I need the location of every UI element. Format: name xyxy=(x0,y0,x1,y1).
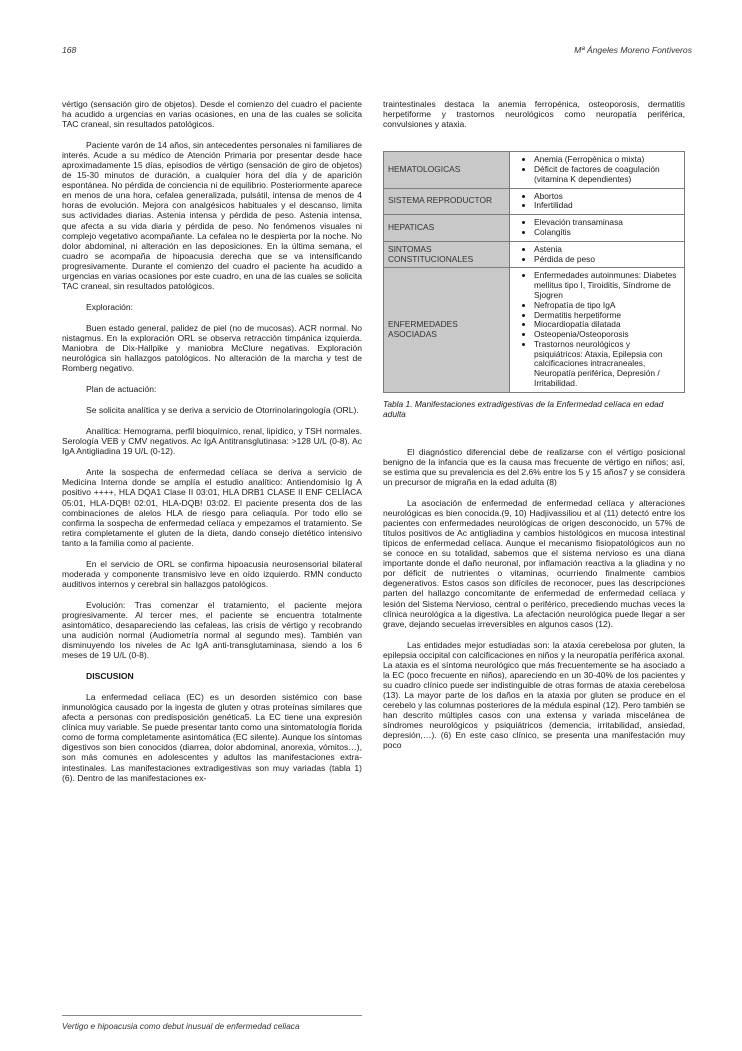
list-item: • Déficit de factores de coagulación (vitamina K dependientes) xyxy=(534,165,680,185)
list-item: • Colangitis xyxy=(534,228,680,238)
footer-rule xyxy=(62,1015,362,1016)
paragraph: En el servicio de ORL se confirma hipoacusia neurosensorial bilateral moderada y componente transmisivo leve en oído izquierdo. RMN conducto auditivos internos y cerebral sin hallazgos patológicos. xyxy=(62,558,362,589)
table-category: SISTEMA REPRODUCTOR xyxy=(384,188,510,215)
left-column xyxy=(62,99,362,794)
list-item: • Miocardiopatía dilatada xyxy=(534,320,680,330)
list-item: • Dermatitis herpetiforme xyxy=(534,311,680,321)
list-item: • Pérdida de peso xyxy=(534,255,680,265)
table-row xyxy=(384,152,685,188)
table-category: HEPATICAS xyxy=(384,215,510,242)
table-row xyxy=(384,268,685,393)
page-number: 168 xyxy=(62,45,77,55)
paragraph: Se solicita analítica y se deriva a servicio de Otorrinolaringología (ORL). xyxy=(86,405,359,416)
table-category: SINTOMAS CONSTITUCIONALES xyxy=(384,241,510,268)
table-row xyxy=(384,215,685,242)
list-item: • Trastornos neurológicos y psiquiátricos: Ataxia, Epilepsia con calcificaciones intracraneales, Neuropatía periférica, Depresión / Irritabilidad. xyxy=(534,340,680,389)
paragraph: El diagnóstico diferencial debe de realizarse con el vértigo posicional benigno de la infancia que es la causa mas frecuente de vértigo en niños; así, se estima que su prevalencia es del 2.6% entre los 5 y 15 años7 y se considera un precursor de migraña en la edad adulta (8) xyxy=(383,446,685,488)
paragraph: Ante la sospecha de enfermedad celíaca se deriva a servicio de Medicina Interna donde se amplía el estudio analítico: Antiendomisio Ig A positivo ++++, HLA DQA1 Clase II 03:01, HLA DRB1 CLASE II ENF CELÍACA 05:01, HLA-DQB! 02:01, HLA-DQB! 03:02. El paciente presenta dos de las combinaciones de alelos HLA de riesgo para celiaquía. Por todo ello se confirma la sospecha de enfermedad celíaca y empezamos el tratamiento. Se retira completamente el gluten de la dieta, dando consejo dietético intensivo tanto a la familia como al paciente. xyxy=(62,467,362,548)
table-items xyxy=(510,152,685,188)
paragraph: Analítica: Hemograma, perfil bioquímico, renal, lipídico, y TSH normales. Serología VEB y CMV negativos. Ac IgA Antitransglutinasa: >128 U/L (0-8). Ac IgA Antigliadina 19 U/L (0-12). xyxy=(62,426,362,457)
list-item: • Enfermedades autoinmunes: Diabetes mellitus tipo I, Tiroiditis, Síndrome de Sjogren xyxy=(534,271,680,300)
paragraph: vértigo (sensación giro de objetos). Desde el comienzo del cuadro el paciente ha acudido a urgencias en varias ocasiones, en una de las cuales se solicita TAC craneal, sin resultados patológicos. xyxy=(62,99,362,130)
paragraph: La enfermedad celíaca (EC) es un desorden sistémico con base inmunológica causado por la ingesta de gluten y otras proteínas similares que afecta a personas con predisposición genética5. La EC tiene una expresión clínica muy variable. Se puede presentar tanto como una sintomatología florida como de forma completamente asintomática (EC silente). Aunque los síntomas digestivos son bien conocidos (diarrea, dolor abdominal, anorexia, vómitos…), son más comunes en adolescentes y adultos las manifestaciones extra-intestinales. Las manifestaciones extradigestivas son muy variadas (tabla 1) (6). Dentro de las manifestaciones ex- xyxy=(62,692,362,783)
table-items xyxy=(510,188,685,215)
paragraph: Paciente varón de 14 años, sin antecedentes personales ni familiares de interés. Acude a su médico de Atención Primaria por presentar desde hace aproximadamente 15 días, episodios de vértigo (sensación de giro de objetos) de 15-30 minutos de duración, a cualquier hora del día y de aparición espontánea. No pérdida de conciencia ni de equilibrio. Posteriormente aparece en menos de una hora, cefalea generalizada, pulsátil, intensa de menos de 4 horas de evolución. Mejora con analgésicos habituales y el descanso, limita sus actividades diarias. Astenia intensa y pérdida de peso. Astenia intensa, que afecta a su vida diaria y pérdida de peso. No fenómenos visuales ni complejo vegetativo acompañante. La cefalea no le despierta por la noche. No dolor abdominal, ni alteración en las deposiciones. En la última semana, el cuadro se acompaña de hipoacusia derecha que se va intensificando progresivamente. Durante el comienzo del cuadro el paciente ha acudido a urgencias en varias ocasiones por este cuadro, en una de las cuales se solicita TAC craneal, sin resultados patológicos. xyxy=(62,140,362,291)
list-item: • Infertilidad xyxy=(534,201,680,211)
right-column xyxy=(383,99,685,761)
paragraph: Las entidades mejor estudiadas son: la ataxia cerebelosa por gluten, la epilepsia occipital con calcificaciones en niños y la neuropatía periférica axonal. La ataxia es el síntoma neurológico que más frecuentemente se ha asociado a la EC (poco frecuente en niños), apareciendo en un 30-40% de los pacientes y su cuadro clínico puede ser indistinguible de otras formas de ataxia cerebelosa (13). La mayor parte de los daños en la ataxia por gluten se produce en el cerebelo y las columnas posteriores de la médula espinal (12). Pero también se han descrito múltiples casos con una extensa y variada miscelánea de síndromes neurológicos y psiquiátricos (demencia, irritabilidad, ansiedad, depresión,…). (6) En este caso clínico, se presenta una manifestación muy poco xyxy=(383,639,685,751)
table-items xyxy=(510,215,685,242)
list-item: • Nefropatía de tipo IgA xyxy=(534,301,680,311)
table-category: HEMATOLOGICAS xyxy=(384,152,510,188)
running-header-author: Mª Ángeles Moreno Fontiveros xyxy=(574,45,692,55)
table-items xyxy=(510,268,685,393)
list-item: • Abortos xyxy=(534,192,680,202)
table-row xyxy=(384,241,685,268)
list-item: • Anemia (Ferropénica o mixta) xyxy=(534,155,680,165)
paragraph: Buen estado general, palidez de piel (no de mucosas). ACR normal. No nistagmus. En la exploración ORL se observa retracción timpánica izquierda. Maniobra de Dix-Hallpike y maniobra McClure negativas. Exploración neurológica sin hallazgos patológicos. No alteración de la marcha y test de Romberg negativo. xyxy=(62,322,362,374)
list-item: • Astenia xyxy=(534,245,680,255)
running-footer: Vertigo e hipoacusia como debut inusual de enfermedad celiaca xyxy=(62,1021,300,1031)
paragraph: La asociación de enfermedad de enfermedad celíaca y alteraciones neurológicas es bien conocida.(9, 10) Hadjivassiliou et al (11) detectó entre los pacientes con enfermedades neurológicas de origen desconocido, un 57% de títulos positivos de Ac antigliadina y cambios histológicos en mucosa intestinal típicos de enfermedad celíaca. Aunque el mecanismo fisiopatológicos aun no se conoce en su totalidad, sabemos que el sistema nervioso es una diana importante donde el daño neuronal, por inflamación reactiva a la gliadina y no por déficit de nutrientes o vitaminas, ocurriendo finalmente cambios degenerativos. Estos casos son difíciles de reconocer, pues las descripciones parten del hallazgo concomitante de enfermedad de enfermedad celíaca y lesión del Sistema Nervioso, central o periférico, precediendo muchas veces la clínica neurológica a la digestiva. La afectación neurológica puede llegar a ser grave, dejando secuelas irreversibles en algunos casos (12). xyxy=(383,498,685,629)
section-heading: DISCUSION xyxy=(86,671,134,682)
table-items xyxy=(510,241,685,268)
paragraph: traintestinales destaca la anemia ferropénica, osteoporosis, dermatitis herpetiforme y trastornos neurológicos como neuropatía periférica, convulsiones y ataxia. xyxy=(383,99,685,130)
paragraph: Exploración: xyxy=(86,301,134,312)
manifestations-table xyxy=(383,151,685,393)
list-item: • Osteopenia/Osteoporosis xyxy=(534,330,680,340)
table-row xyxy=(384,188,685,215)
table-category: ENFERMEDADES ASOCIADAS xyxy=(384,268,510,393)
paragraph: Evolución: Tras comenzar el tratamiento, el paciente mejora progresivamente. Al tercer mes, el paciente se encuentra totalmente asintomático, desapareciendo las cefaleas, las crisis de vértigo y recobrando una audición normal (Audiometría normal al segundo mes). También van disminuyendo los niveles de Ac IgA anti-transglutaminasa, siendo a los 6 meses de 19 U/L (0-8). xyxy=(62,599,362,661)
paragraph: Plan de actuación: xyxy=(86,384,157,395)
table-caption: Tabla 1. Manifestaciones extradigestivas de la Enfermedad celíaca en edad adulta xyxy=(383,398,664,419)
list-item: • Elevación transaminasa xyxy=(534,218,680,228)
